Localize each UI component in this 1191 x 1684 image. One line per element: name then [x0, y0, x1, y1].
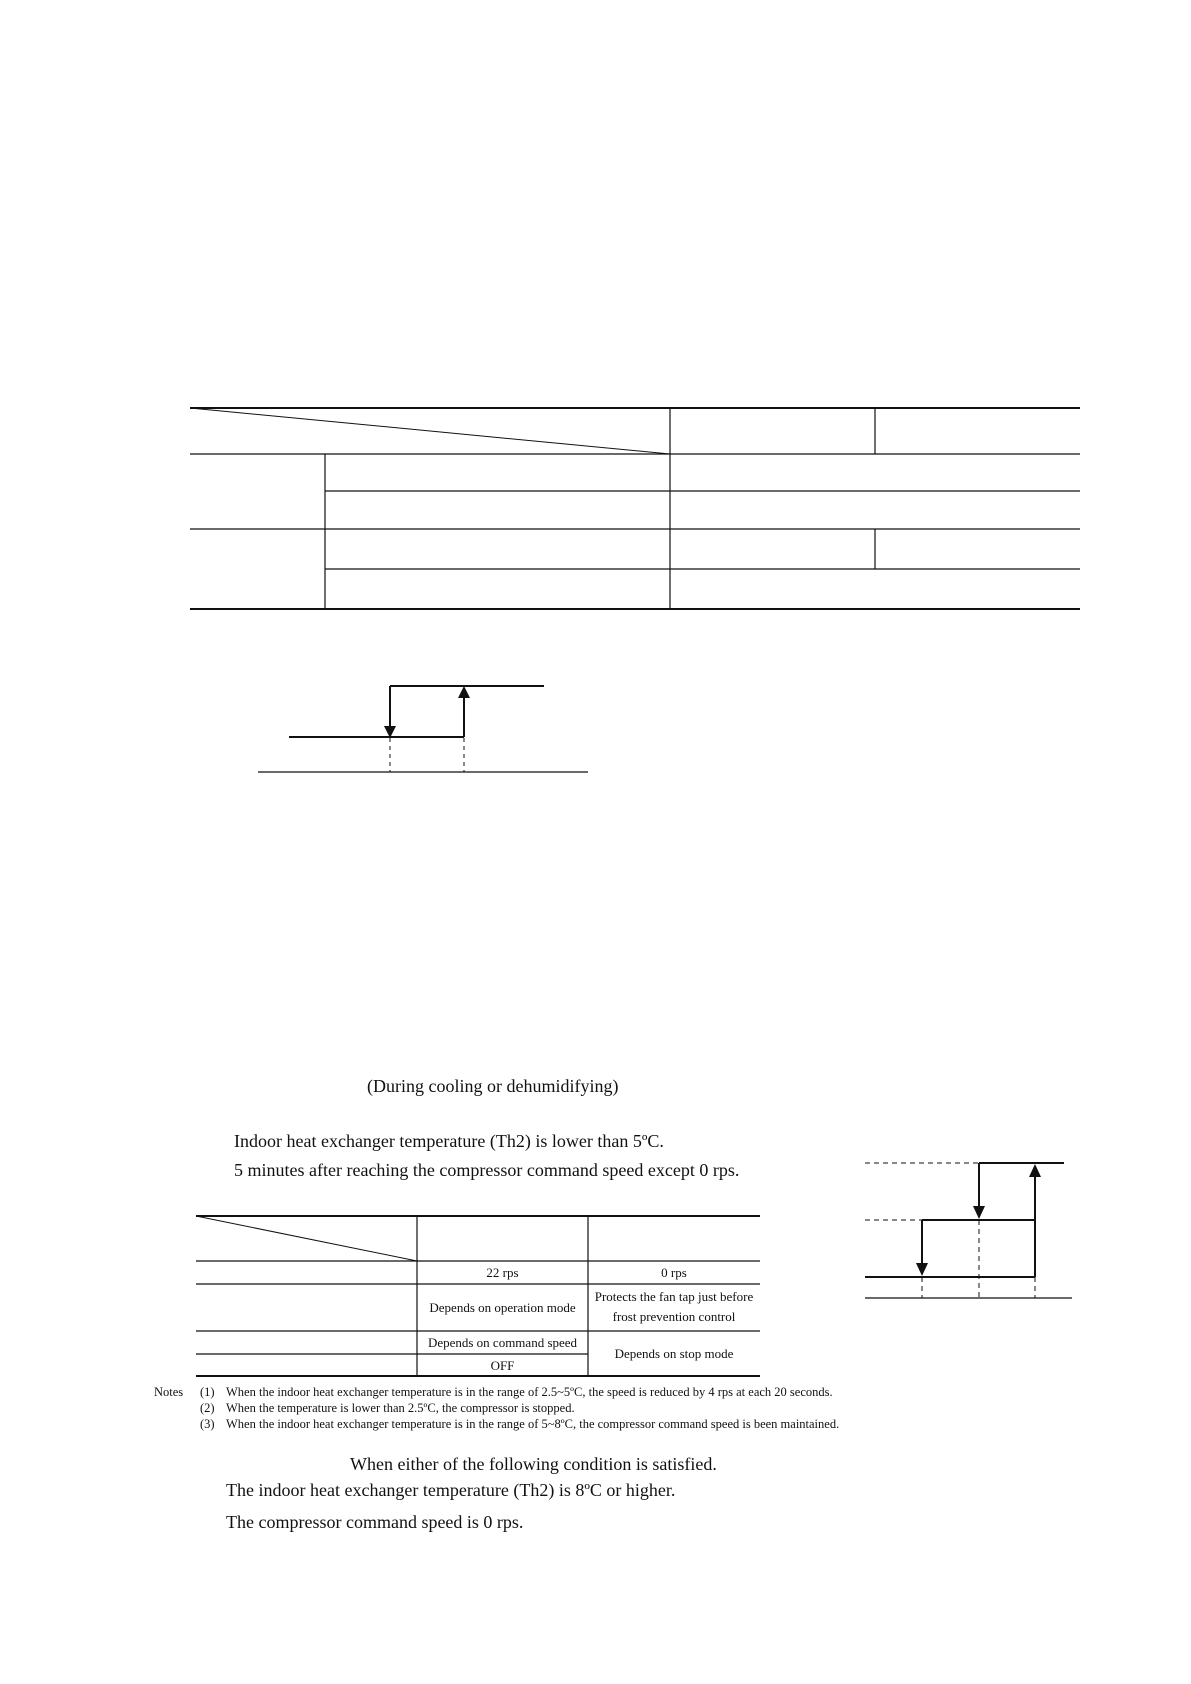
cell-fan-protect-line-1: Protects the fan tap just before	[594, 1289, 754, 1304]
cell-compressor-speed-0rps: 0 rps	[661, 1265, 687, 1280]
note-3-number: (3)	[200, 1417, 215, 1431]
cell-off: OFF	[490, 1358, 515, 1373]
cell-compressor-speed-22rps: 22 rps	[486, 1265, 519, 1280]
reset-line-2: The compressor command speed is 0 rps.	[226, 1512, 524, 1532]
reset-heading: When either of the following condition is satisfied.	[350, 1454, 717, 1474]
note-2-text: When the temperature is lower than 2.5ºC, the compressor is stopped.	[226, 1401, 575, 1415]
notes-label: Notes	[154, 1385, 184, 1399]
reset-line-1: The indoor heat exchanger temperature (Th2) is 8ºC or higher.	[226, 1480, 676, 1500]
cell-fan-protect-line-2: frost prevention control	[612, 1309, 736, 1324]
condition-line-2: 5 minutes after reaching the compressor command speed except 0 rps.	[234, 1160, 740, 1180]
note-1-number: (1)	[200, 1385, 215, 1399]
section-heading: (During cooling or dehumidifying)	[367, 1076, 619, 1096]
note-1-text: When the indoor heat exchanger temperature is in the range of 2.5~5ºC, the speed is reduced by 4 rps at each 20 seconds.	[226, 1385, 833, 1399]
note-2-number: (2)	[200, 1401, 215, 1415]
cell-stop-mode: Depends on stop mode	[614, 1346, 734, 1361]
cell-fan-operation-mode: Depends on operation mode	[429, 1300, 576, 1315]
cell-command-speed: Depends on command speed	[427, 1335, 578, 1350]
condition-line-1: Indoor heat exchanger temperature (Th2) is lower than 5ºC.	[234, 1131, 664, 1151]
note-3-text: When the indoor heat exchanger temperature is in the range of 5~8ºC, the compressor command speed is been maintained.	[226, 1417, 840, 1431]
